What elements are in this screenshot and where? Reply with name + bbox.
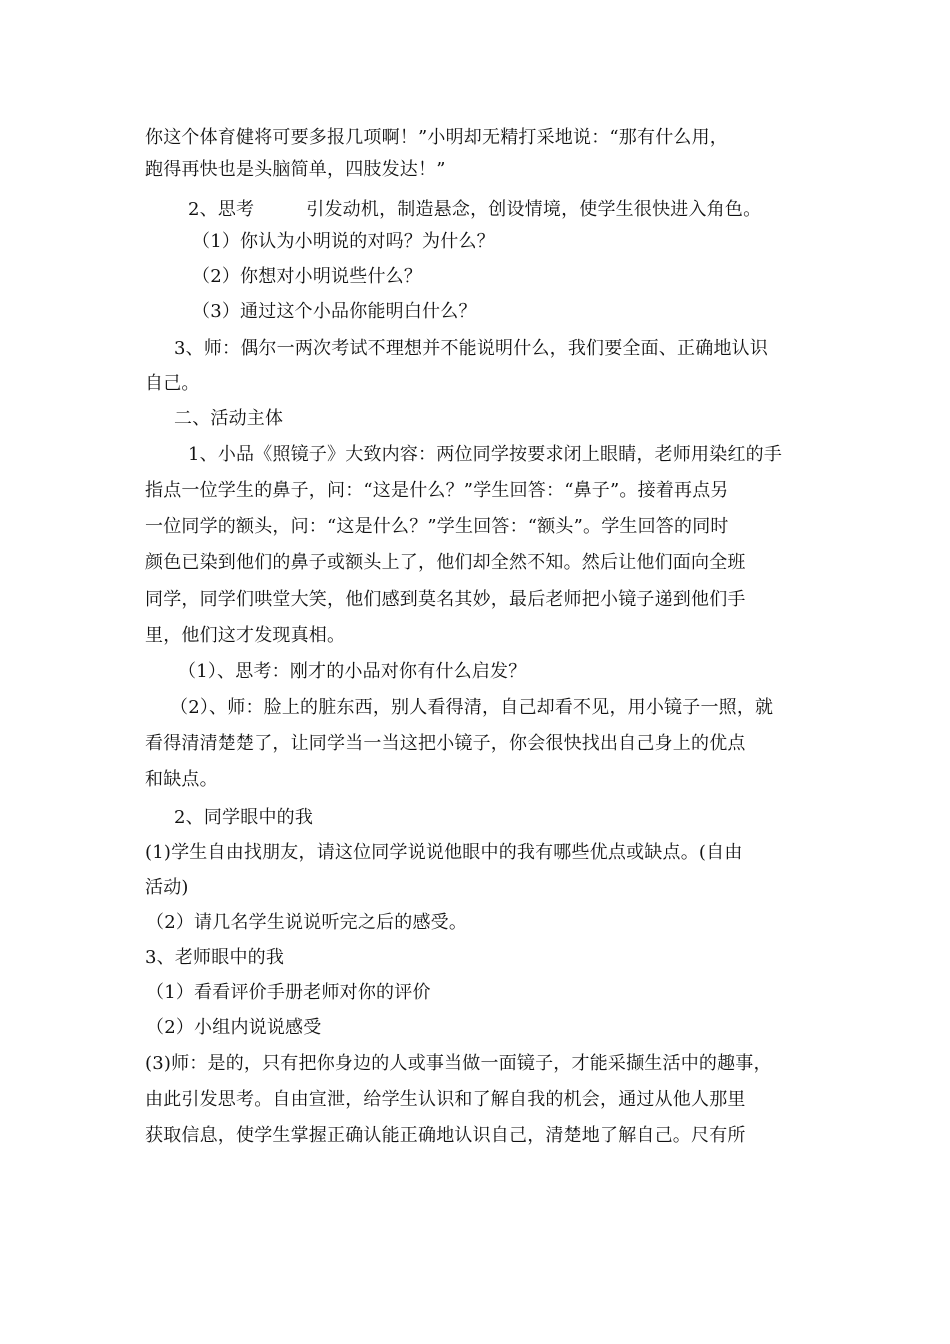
text-line [188,198,858,222]
text-line: （1）你认为小明说的对吗？为什么？ [192,231,495,252]
text-line: （2）小组内说说感受 [146,1017,322,1038]
text-line: （1）看看评价手册老师对你的评价 [146,982,431,1003]
step-label: 2、思考 [188,199,255,220]
section-heading: 二、活动主体 [174,408,284,429]
text-line: 颜色已染到他们的鼻子或额头上了，他们却全然不知。然后让他们面向全班 [145,552,746,573]
text-line: 你这个体育健将可要多报几项啊！”小明却无精打采地说：“那有什么用， [145,127,729,148]
section-heading: 2、同学眼中的我 [174,807,314,828]
text-line: （2）你想对小明说些什么？ [192,266,423,287]
text-line: （3）通过这个小品你能明白什么？ [192,301,477,322]
text-line: 同学，同学们哄堂大笑，他们感到莫名其妙，最后老师把小镜子递到他们手 [145,589,746,610]
text-line: 自己。 [145,373,200,394]
text-line: （2）请几名学生说说听完之后的感受。 [146,912,468,933]
text-line: 3、师：偶尔一两次考试不理想并不能说明什么，我们要全面、正确地认识 [174,338,769,359]
step-text: 引发动机，制造悬念，创设情境，使学生很快进入角色。 [306,199,762,220]
text-line: 由此引发思考。自由宣泄，给学生认识和了解自我的机会，通过从他人那里 [145,1089,746,1110]
text-line: 跑得再快也是头脑简单，四肢发达！” [145,159,446,180]
text-line: 看得清清楚楚了，让同学当一当这把小镜子，你会很快找出自己身上的优点 [145,733,746,754]
text-line: 指点一位学生的鼻子，问：“这是什么？”学生回答：“鼻子”。接着再点另 [145,480,729,501]
text-line: 里，他们这才发现真相。 [145,625,346,646]
text-line: 和缺点。 [145,769,218,790]
text-line: 获取信息，使学生掌握正确认能正确地认识自己，清楚地了解自己。尺有所 [145,1125,746,1146]
text-line: (3)师：是的，只有把你身边的人或事当做一面镜子，才能采撷生活中的趣事， [145,1053,772,1074]
text-line: （1）、思考：刚才的小品对你有什么启发？ [178,661,527,682]
text-line: 1、小品《照镜子》大致内容：两位同学按要求闭上眼睛，老师用染红的手 [188,444,783,465]
text-line: 一位同学的额头，问：“这是什么？”学生回答：“额头”。学生回答的同时 [145,516,729,537]
text-line: 活动) [145,877,189,898]
text-line: （2）、师：脸上的脏东西，别人看得清，自己却看不见，用小镜子一照，就 [170,697,774,718]
section-heading: 3、老师眼中的我 [145,947,285,968]
text-line: (1)学生自由找朋友，请这位同学说说他眼中的我有哪些优点或缺点。(自由 [145,842,743,863]
